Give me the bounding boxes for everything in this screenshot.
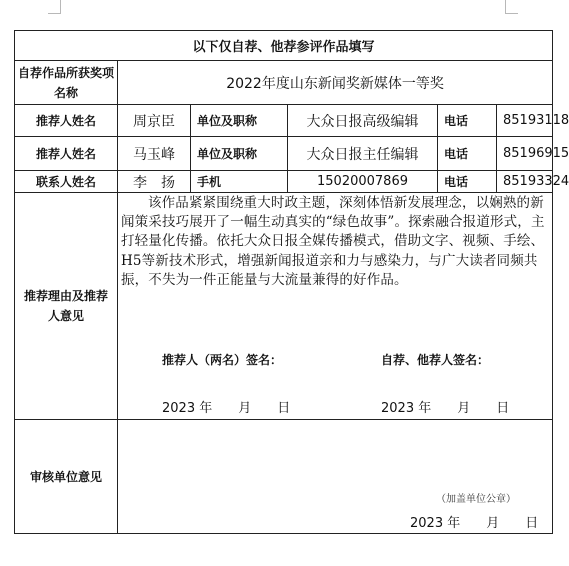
review-date: 2023 年 月 日 [410, 516, 539, 531]
award-value: 2022年度山东新闻奖新媒体一等奖 [118, 61, 553, 105]
award-label: 自荐作品所获奖项名称 [15, 61, 118, 105]
recommender-1-unit: 大众日报高级编辑 [288, 105, 438, 137]
recommender-2-unit: 大众日报主任编辑 [288, 137, 438, 171]
contact-phone-label: 电话 [438, 171, 497, 193]
recommendation-form [14, 30, 569, 534]
contact-name: 李 扬 [118, 171, 191, 193]
date-left: 2023 年 月 日 [162, 401, 291, 416]
seal-note: （加盖单位公章） [436, 494, 516, 505]
sign-right-label: 自荐、他荐人签名： [381, 353, 490, 367]
review-cell [118, 420, 553, 534]
form-header: 以下仅自荐、他荐参评作品填写 [15, 31, 553, 61]
crop-mark-left-horizontal [48, 13, 61, 14]
reason-text: 该作品紧紧围绕重大时政主题，深刻体悟新发展理念，以娴熟的新闻策采技巧展开了一幅生动真实的“绿色故事”。探索融合报道形式，主打轻量化传播。依托大众日报全媒传播模式，借助文字、视频、手绘、H5等新技术形式，增强新闻报道亲和力与感染力，与广大读者同频共振，不失为一件正能量与大流量兼得的好作品。 [121, 195, 545, 288]
recommender-1-phone: 85193118 [497, 105, 553, 137]
recommender-2-phone: 85196915 [497, 137, 553, 171]
reason-cell [118, 193, 553, 420]
date-right: 2023 年 月 日 [381, 401, 510, 416]
reason-label: 推荐理由及推荐人意见 [15, 193, 118, 420]
recommender-1-unit-label: 单位及职称 [191, 105, 288, 137]
recommender-2-name: 马玉峰 [118, 137, 191, 171]
recommender-2-phone-label: 电话 [438, 137, 497, 171]
recommender-1-phone-label: 电话 [438, 105, 497, 137]
recommender-1-name: 周京臣 [118, 105, 191, 137]
contact-mobile-label: 手机 [191, 171, 288, 193]
recommender-2-unit-label: 单位及职称 [191, 137, 288, 171]
contact-phone: 85193324 [497, 171, 553, 193]
recommender-1-label: 推荐人姓名 [15, 105, 118, 137]
crop-mark-right-vertical [505, 0, 506, 13]
contact-label: 联系人姓名 [15, 171, 118, 193]
sign-left-label: 推荐人（两名）签名： [162, 353, 283, 367]
crop-mark-right-horizontal [505, 13, 518, 14]
review-label: 审核单位意见 [15, 420, 118, 534]
crop-mark-left-vertical [60, 0, 61, 13]
contact-mobile: 15020007869 [288, 171, 438, 193]
recommender-2-label: 推荐人姓名 [15, 137, 118, 171]
